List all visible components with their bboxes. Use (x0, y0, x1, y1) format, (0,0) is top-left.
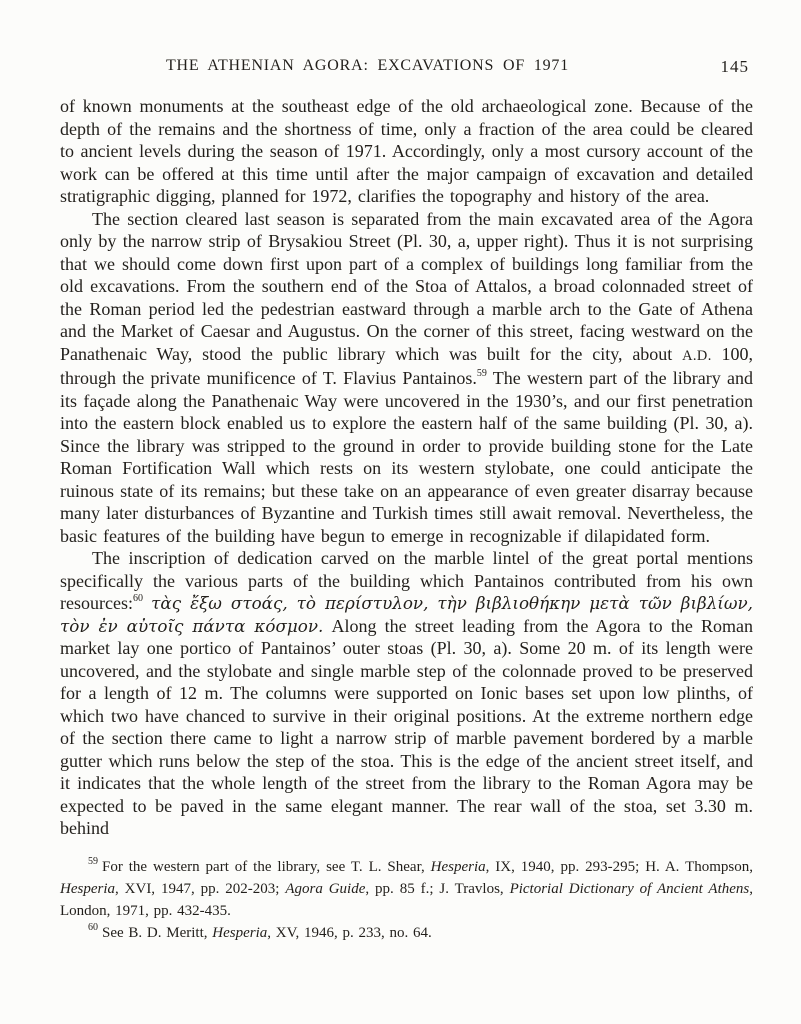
text-run: , IX, 1940, pp. 293-295; H. A. Thompson, (485, 858, 753, 875)
text-run: For the western part of the library, see T. L. Shear, (102, 858, 431, 875)
body-paragraph (60, 547, 753, 840)
text-run: A.D. (682, 347, 712, 364)
text-run: Hesperia (60, 880, 115, 897)
text-run: , pp. 85 f.; J. Travlos, (365, 880, 510, 897)
text-run: The inscription of dedication carved on the marble lintel of the great portal mentions specifically the various parts of the building which Pantainos contributed from his own resources: (60, 548, 753, 613)
text-run: Along the street leading from the Agora to the Roman market lay one portico of Pantainos’ outer stoas (Pl. 30, a). Some 20 m. of its length were uncovered, and the stylobate and single marble step of the colonnade proved to be preserved for a length of 12 m. The columns were supported on Ionic bases set upon low plinths, of which two have chanced to survive in their original positions. At the extreme northern edge of the section there came to light a narrow strip of marble pavement bordered by a marble gutter which runs below the step of the stoa. This is the edge of the ancient street itself, and it indicates that the whole length of the street from the library to the Roman Agora may be expected to be paved in the same elegant manner. The rear wall of the stoa, set 3.30 m. behind (60, 615, 753, 838)
text-run: Hesperia (430, 858, 486, 875)
running-head (60, 57, 753, 77)
article-body (60, 95, 753, 840)
text-run: Pictorial Dictionary of Ancient Athens (509, 880, 750, 897)
footnote-marker: 60 (88, 921, 98, 933)
text-run: Hesperia (212, 924, 268, 941)
text-run: 60 (132, 593, 143, 604)
body-paragraph (60, 208, 753, 548)
text-run (143, 593, 151, 613)
footnote-text (102, 925, 432, 941)
page-header-title: THE ATHENIAN AGORA: EXCAVATIONS OF 1971 (165, 57, 570, 74)
text-run: The section cleared last season is separated from the main excavated area of the Agora only by the narrow strip of Brysakiou Street (Pl. 30, a, upper right). Thus it is not surprising that we should come down first upon part of a complex of buildings long familiar from the old excavations. From the southern end of the Stoa of Attalos, a broad colonnaded street of the Roman period led the pedestrian eastward through a marble arch to the Gate of Athena and the Market of Caesar and Augustus. On the corner of this street, facing westward on the Panathenaic Way, stood the public library which was built for the city, about (60, 208, 753, 364)
text-run: 59 (476, 368, 487, 379)
text-run: , London, 1971, pp. 432-435. (60, 880, 753, 919)
text-run: , XVI, 1947, pp. 202-203; (115, 880, 286, 897)
footnote-text (60, 859, 753, 919)
footnotes-section (60, 856, 753, 944)
text-run: See B. D. Meritt, (102, 924, 213, 941)
text-run: , XV, 1946, p. 233, no. 64. (267, 924, 432, 941)
text-run: τὰς ἔξω στοάς, τὸ περίστυλον, τὴν βιβλιοθήκην μετὰ τῶν βιβλίων, τὸν ἐν αὐτοῖς πάντα κόσμον. (60, 593, 753, 636)
page-number: 145 (720, 57, 749, 76)
footnote (60, 856, 753, 922)
text-run: The western part of the library and its façade along the Panathenaic Way were uncovered in the 1930’s, and our first penetration into the eastern block enabled us to explore the eastern half of the same building (Pl. 30, a). Since the library was stripped to the ground in order to provide building stone for the Late Roman Fortification Wall which rests on its western stylobate, one could anticipate the ruinous state of its remains; but these take on an appearance of even greater disarray because many later disturbances of Byzantine and Turkish times still await removal. Nevertheless, the basic features of the building have begun to emerge in recognizable if dilapidated form. (60, 368, 754, 546)
text-run: of known monuments at the southeast edge of the old archaeological zone. Because of the depth of the remains and the shortness of time, only a fraction of the area could be cleared to ancient levels during the season of 1971. Accordingly, only a most cursory account of the work can be offered at this time until after the major campaign of excavation and detailed stratigraphic digging, planned for 1972, clarifies the topography and history of the area. (60, 96, 753, 206)
text-run: Agora Guide (285, 880, 366, 897)
text-run: 100, through the private munificence of T. Flavius Pantainos. (60, 343, 753, 388)
footnote (60, 922, 753, 944)
body-paragraph (60, 95, 753, 208)
footnote-marker: 59 (88, 855, 98, 867)
